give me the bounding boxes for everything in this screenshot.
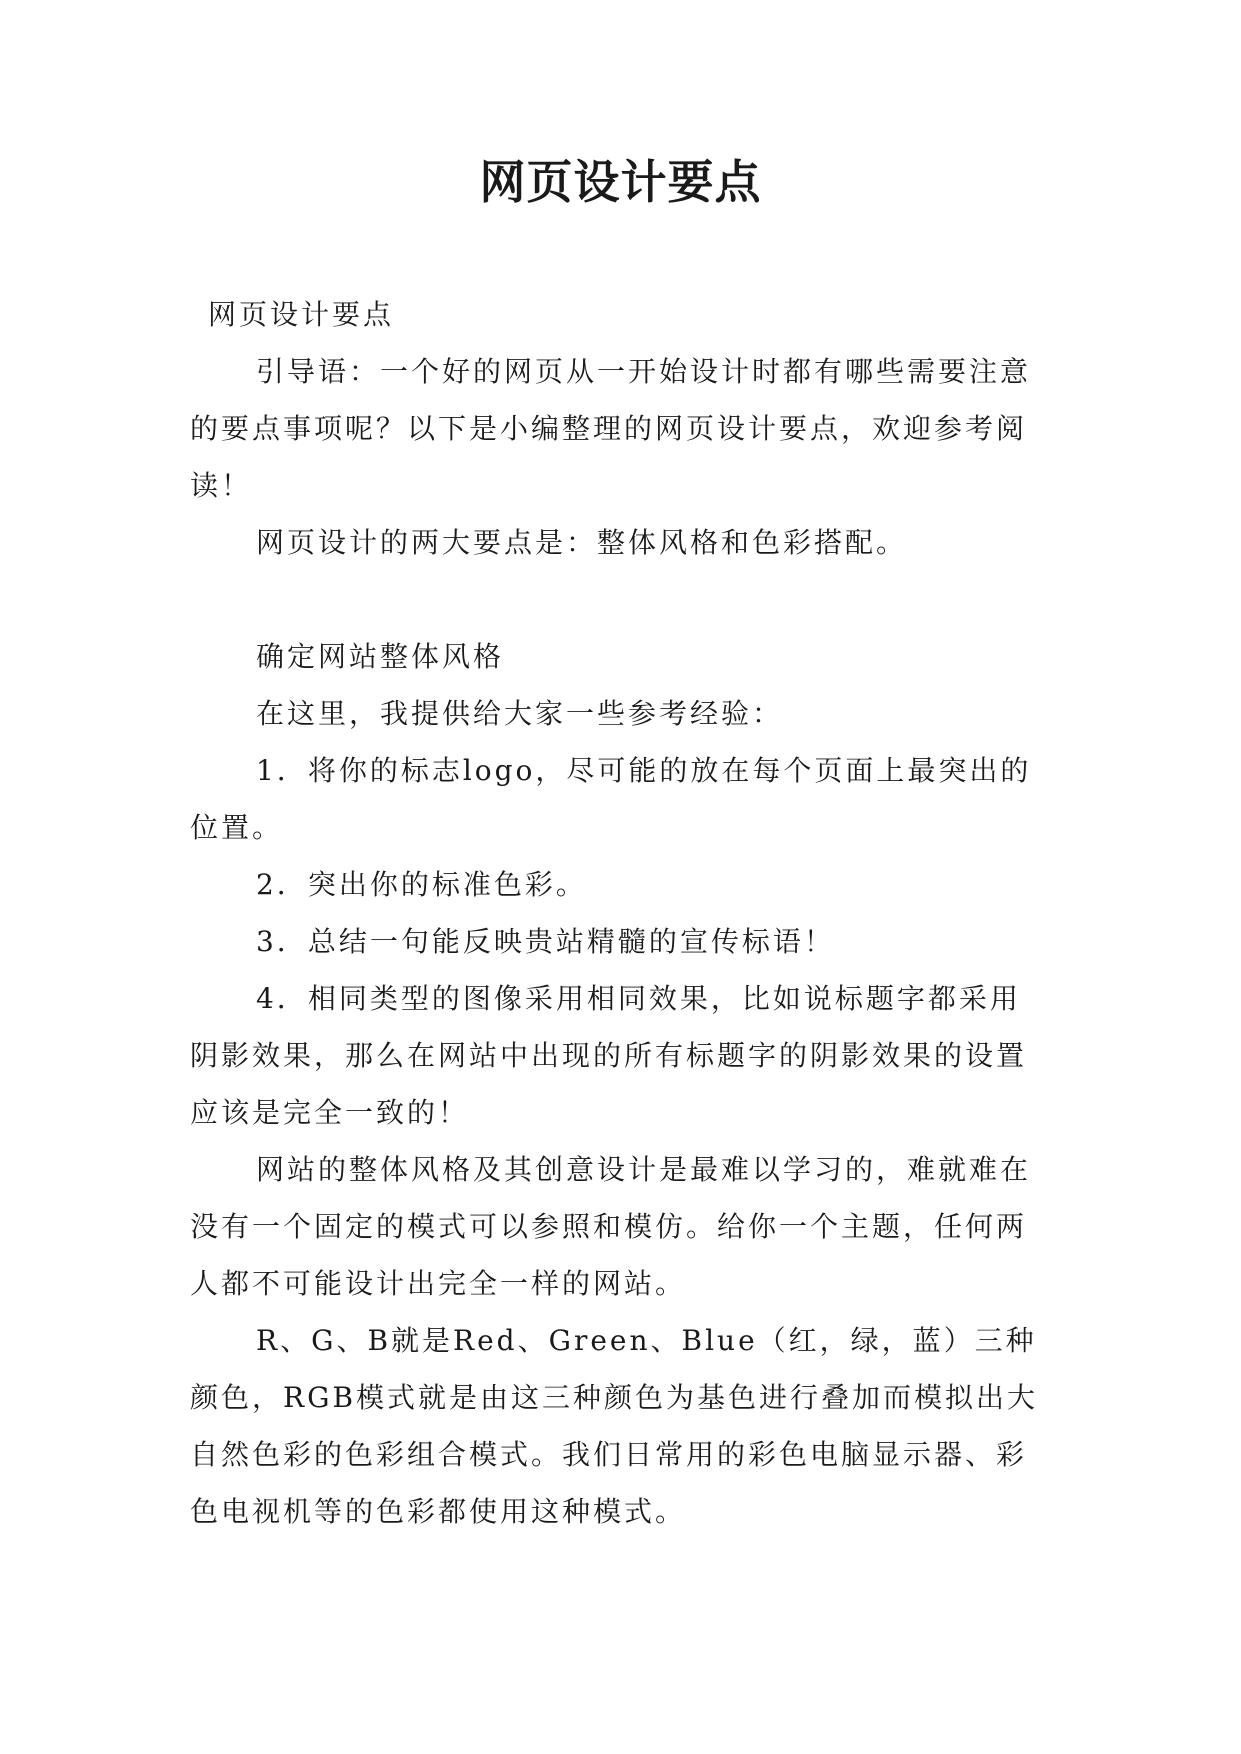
list-item: 1．将你的标志logo，尽可能的放在每个页面上最突出的位置。	[190, 754, 1032, 844]
list-item: 3．总结一句能反映贵站精髓的宣传标语！	[256, 925, 835, 958]
subheading: 网页设计要点	[208, 298, 395, 331]
document-title: 网页设计要点	[479, 155, 762, 209]
document-body	[190, 286, 1050, 1540]
section-heading: 确定网站整体风格	[256, 640, 505, 673]
rgb-paragraph: R、G、B就是Red、Green、Blue（红，绿，蓝）三种颜色，RGB模式就是由这三种颜色为基色进行叠加而模拟出大自然色彩的色彩组合模式。我们日常用的彩色电脑显示器、彩色电视机等的色彩都使用这种模式。	[190, 1324, 1039, 1528]
list-item: 4．相同类型的图像采用相同效果，比如说标题字都采用阴影效果，那么在网站中出现的所有标题字的阴影效果的设置应该是完全一致的！	[190, 982, 1028, 1129]
style-paragraph: 网站的整体风格及其创意设计是最难以学习的，难就难在没有一个固定的模式可以参照和模仿。给你一个主题，任何两人都不可能设计出完全一样的网站。	[190, 1153, 1032, 1300]
intro-paragraph: 引导语：一个好的网页从一开始设计时都有哪些需要注意的要点事项呢？以下是小编整理的网页设计要点，欢迎参考阅读！	[190, 355, 1032, 502]
list-item: 2．突出你的标准色彩。	[256, 868, 587, 901]
summary-paragraph: 网页设计的两大要点是：整体风格和色彩搭配。	[256, 526, 908, 559]
section-intro: 在这里，我提供给大家一些参考经验：	[256, 697, 784, 730]
